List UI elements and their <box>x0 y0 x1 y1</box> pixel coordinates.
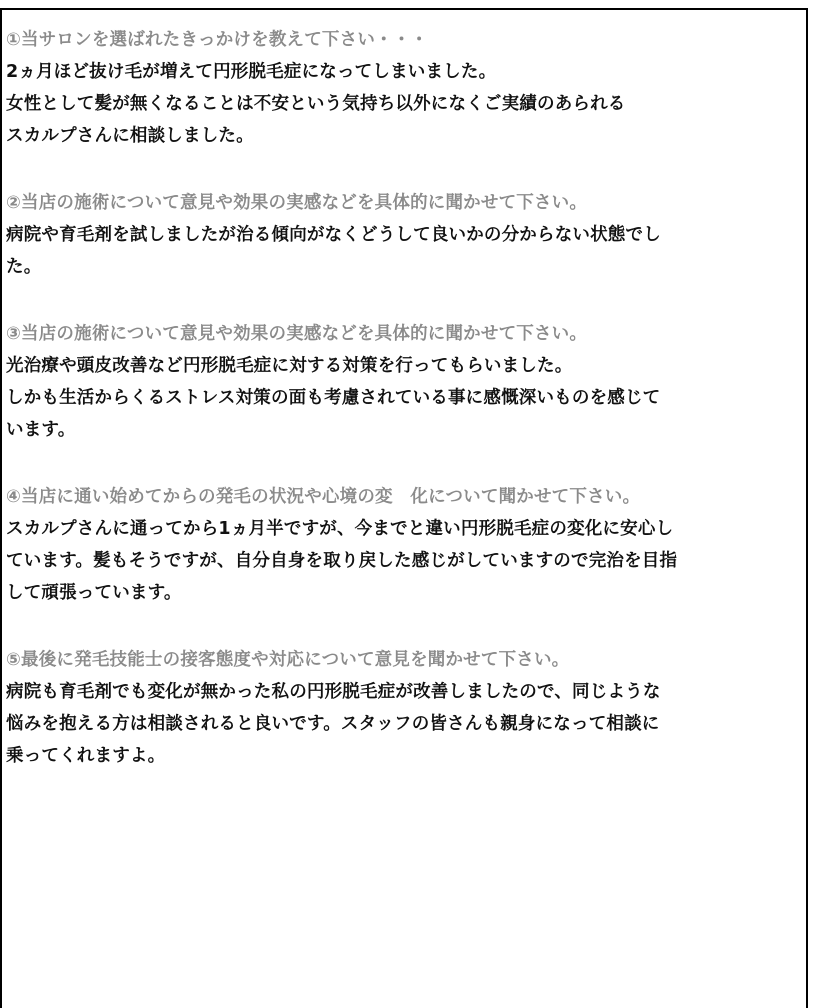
question-2: ②当店の施術について意見や効果の実感などを具体的に聞かせて下さい。 <box>6 193 588 213</box>
qa-section-2 <box>6 187 806 283</box>
answer-4-line-1: スカルプさんに通ってから1ヵ月半ですが、今までと違い円形脱毛症の変化に安心し <box>6 519 674 539</box>
testimonial-frame <box>0 8 808 1008</box>
question-3: ③当店の施術について意見や効果の実感などを具体的に聞かせて下さい。 <box>6 324 588 344</box>
answer-1-line-1: 2ヵ月ほど抜け毛が増えて円形脱毛症になってしまいました。 <box>6 62 497 82</box>
qa-section-4 <box>6 481 806 609</box>
qa-section-5 <box>6 644 806 772</box>
question-5: ⑤最後に発毛技能士の接客態度や対応について意見を聞かせて下さい。 <box>6 650 570 670</box>
answer-3-line-2: しかも生活からくるストレス対策の面も考慮されている事に感慨深いものを感じて <box>6 388 661 408</box>
answer-5-line-2: 悩みを抱える方は相談されると良いです。スタッフの皆さんも親身になって相談に <box>6 714 660 734</box>
answer-4 <box>6 513 806 609</box>
question-4: ④当店に通い始めてからの発毛の状況や心境の変 化について聞かせて下さい。 <box>6 487 641 507</box>
answer-2-line-1: 病院や育毛剤を試しましたが治る傾向がなくどうして良いかの分からない状態でし <box>6 225 661 245</box>
qa-section-1 <box>6 24 806 152</box>
answer-4-line-2: ています。髪もそうですが、自分自身を取り戻した感じがしていますので完治を目指 <box>6 551 678 571</box>
answer-5-line-3: 乗ってくれますよ。 <box>6 746 166 766</box>
answer-1 <box>6 56 806 152</box>
answer-2-line-2: た。 <box>6 257 42 277</box>
answer-2 <box>6 219 806 283</box>
answer-1-line-2: 女性として髪が無くなることは不安という気持ち以外になくご実績のあられる <box>6 94 626 114</box>
answer-5 <box>6 676 806 772</box>
answer-3 <box>6 350 806 446</box>
question-1: ①当サロンを選ばれたきっかけを教えて下さい・・・ <box>6 30 429 50</box>
answer-3-line-3: います。 <box>6 420 76 440</box>
answer-1-line-3: スカルプさんに相談しました。 <box>6 126 254 146</box>
answer-5-line-1: 病院も育毛剤でも変化が無かった私の円形脱毛症が改善しましたので、同じような <box>6 682 661 702</box>
qa-section-3 <box>6 318 806 446</box>
testimonial-content <box>6 24 806 807</box>
answer-4-line-3: して頑張っています。 <box>6 583 182 603</box>
answer-3-line-1: 光治療や頭皮改善など円形脱毛症に対する対策を行ってもらいました。 <box>6 356 573 376</box>
